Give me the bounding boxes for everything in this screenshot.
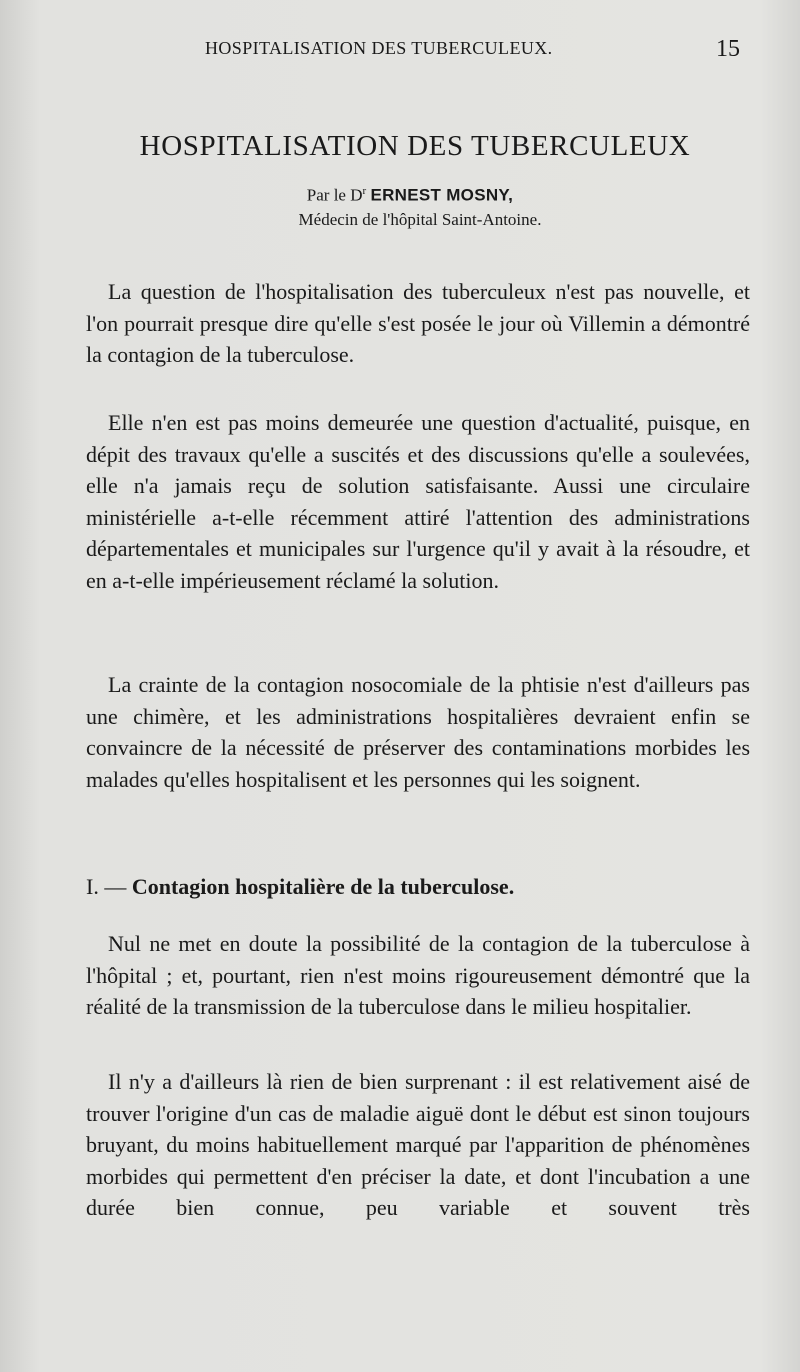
paragraph-2 (86, 407, 750, 597)
section-heading (86, 874, 756, 900)
paragraph-text: Elle n'en est pas moins demeurée une question d'actualité, puisque, en dépit des travaux qu'elle a suscités et des discussions qu'elle a soulevées, elle n'a jamais reçu de solution satisfaisante. Aussi une circulaire ministérielle a-t-elle récemment attiré l'attention des administrations départementales et municipales sur l'urgence qu'il y avait à la résoudre, et en a-t-elle impérieusement réclamé la solution. (86, 410, 750, 593)
paragraph-3 (86, 669, 750, 795)
byline (0, 185, 800, 206)
running-head (0, 38, 800, 68)
byline-superscript: r (362, 185, 367, 197)
paragraph-5 (86, 1066, 750, 1224)
paragraph-1 (86, 276, 750, 371)
page-number: 15 (716, 36, 740, 62)
section-title: Contagion hospitalière de la tuberculose. (131, 874, 515, 899)
paragraph-text: La crainte de la contagion nosocomiale de la phtisie n'est d'ailleurs pas une chimère, et les administrations hospitalières devraient enfin se convaincre de la nécessité de préserver des contaminations morbides les malades qu'elles hospitalisent et les personnes qui les soignent. (86, 672, 750, 792)
section-number: I. — (86, 874, 127, 899)
paragraph-text: Nul ne met en doute la possibilité de la contagion de la tuberculose à l'hôpital ; et, pourtant, rien n'est moins rigoureusement démontré que la réalité de la transmission de la tuberculose dans le milieu hospitalier. (86, 931, 750, 1020)
article-title: HOSPITALISATION DES TUBERCULEUX (139, 130, 691, 162)
author-name: ERNEST MOSNY, (370, 185, 514, 205)
paragraph-4 (86, 928, 750, 1023)
paragraph-text: La question de l'hospitalisation des tuberculeux n'est pas nouvelle, et l'on pourrait presque dire qu'elle s'est posée le jour où Villemin a démontré la contagion de la tuberculose. (86, 279, 750, 368)
byline-prefix: Par le D (306, 185, 363, 205)
running-head-title: HOSPITALISATION DES TUBERCULEUX. (205, 38, 553, 58)
paragraph-text: Il n'y a d'ailleurs là rien de bien surprenant : il est relativement aisé de trouver l'origine d'un cas de maladie aiguë dont le début est sinon toujours bruyant, du moins habituellement marqué par l'apparition de phénomènes morbides qui permettent d'en préciser la date, et dont l'incubation a une durée bien connue, peu variable et souvent très (86, 1069, 750, 1221)
author-affiliation: Médecin de l'hôpital Saint-Antoine. (298, 210, 542, 229)
